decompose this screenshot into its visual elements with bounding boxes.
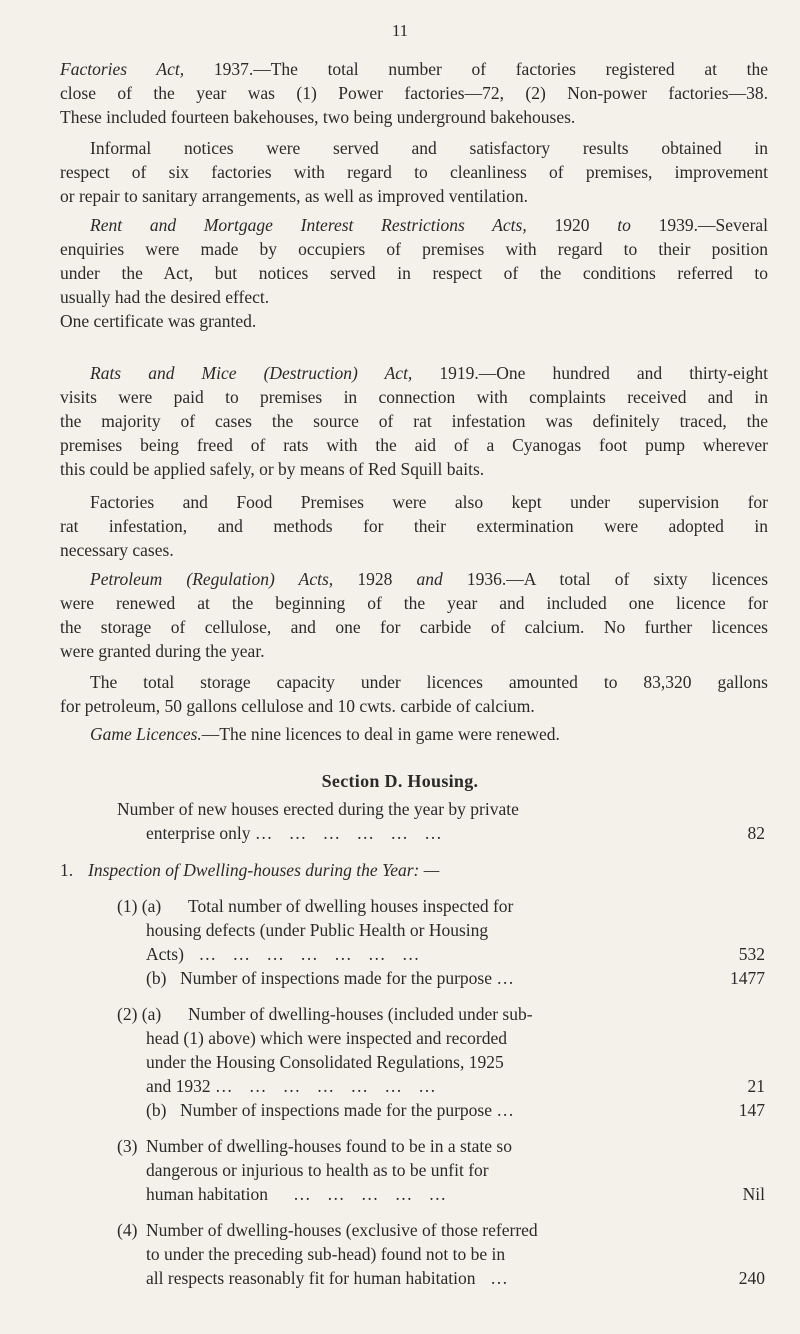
item-2a-line3: under the Housing Consolidated Regulations, 1925	[146, 1052, 504, 1072]
paragraph-line: for petroleum, 50 gallons cellulose and 10 cwts. carbide of calcium.	[60, 696, 535, 716]
item-3-line3: human habitation … … … … …	[146, 1184, 453, 1204]
item-2b-text-value: Number of inspections made for the purpose	[180, 1100, 493, 1120]
item-3-line2: dangerous or injurious to health as to be unfit for	[146, 1160, 489, 1180]
item-2b-value: 147	[738, 1100, 765, 1120]
inspection-title-text: Inspection of Dwelling-houses during the Year: —	[88, 860, 440, 880]
paragraph-line: usually had the desired effect.	[60, 287, 270, 307]
paragraph-line: —Several	[698, 215, 769, 235]
item-2a-line2: head (1) above) which were inspected and recorded	[146, 1028, 508, 1048]
item-3-line3-text: human habitation	[146, 1184, 268, 1204]
new-houses-value: 82	[747, 823, 765, 843]
paragraph-line: the storage of cellulose, and one for carbide of calcium. No further licences	[60, 617, 768, 637]
item-4-line3-text: all respects reasonably fit for human habitation	[146, 1268, 476, 1288]
new-houses-label: enterprise only	[146, 823, 251, 843]
rats-mice-paragraph	[60, 361, 768, 481]
petroleum-year-start: 1928	[357, 569, 393, 589]
certificate-line: One certificate was granted.	[60, 311, 257, 331]
section-heading: Section D. Housing.	[321, 771, 479, 791]
rent-year-start: 1920	[554, 215, 590, 235]
factories-act-year: 1937.	[213, 59, 254, 79]
food-premises-paragraph	[60, 490, 768, 562]
page-number: 11	[391, 21, 409, 40]
item-1b-text: Number of inspections made for the purpose …	[180, 968, 520, 988]
rent-act-paragraph	[60, 213, 768, 333]
paragraph-line: this could be applied safely, or by means of Red Squill baits.	[60, 459, 485, 479]
item-1a-line3: Acts) … … … … … … …	[146, 944, 426, 964]
item-4-line2: to under the preceding sub-head) found not to be in	[146, 1244, 506, 1264]
paragraph-line: enquiries were made by occupiers of premises with regard to their position	[60, 239, 768, 259]
paragraph-line: —One hundred and thirty-eight	[478, 363, 768, 383]
paragraph-line: the majority of cases the source of rat infestation was definitely traced, the	[60, 411, 768, 431]
item-1a-value: 532	[738, 944, 765, 964]
factories-act-paragraph	[60, 57, 768, 129]
paragraph-line: —The total number of factories registered at the	[253, 59, 769, 79]
item-1a-label: (1) (a)	[117, 896, 162, 916]
item-2a-line4-text: and 1932	[146, 1076, 211, 1096]
paragraph-line: rat infestation, and methods for their extermination were adopted in	[60, 516, 768, 536]
item-4-line3: all respects reasonably fit for human habitation …	[146, 1268, 514, 1288]
paragraph-line: under the Act, but notices served in respect of the conditions referred to	[60, 263, 768, 283]
rats-act-year: 1919.	[439, 363, 479, 383]
game-licences-paragraph	[60, 722, 768, 746]
paragraph-line: The total storage capacity under licences amounted to 83,320 gallons	[90, 672, 768, 692]
item-2b-label: (b)	[146, 1100, 167, 1120]
rent-year-end: 1939.	[658, 215, 699, 235]
item-3-label: (3)	[117, 1136, 138, 1156]
paragraph-line: or repair to sanitary arrangements, as well as improved ventilation.	[60, 186, 528, 206]
item-1b-value: 1477	[730, 968, 765, 988]
paragraph-line: close of the year was (1) Power factories—72, (2) Non-power factories—38.	[60, 83, 768, 103]
item-2a-line4: and 1932 … … … … … … …	[146, 1076, 442, 1096]
factories-act-title: Factories Act,	[60, 59, 185, 79]
item-3-value: Nil	[742, 1184, 765, 1204]
item-3-line1: Number of dwelling-houses found to be in a state so	[146, 1136, 512, 1156]
game-licences-title: Game Licences.	[90, 724, 202, 744]
item-2b-text: Number of inspections made for the purpose …	[180, 1100, 520, 1120]
item-1a-line3-text: Acts)	[146, 944, 184, 964]
new-houses-line2: enterprise only … … … … … …	[146, 823, 448, 843]
item-2a-value: 21	[747, 1076, 765, 1096]
item-1a-line2: housing defects (under Public Health or Housing	[146, 920, 489, 940]
item-1b-text-value: Number of inspections made for the purpose	[180, 968, 493, 988]
informal-notices-paragraph	[60, 136, 768, 208]
paragraph-line: Informal notices were served and satisfactory results obtained in	[90, 138, 768, 158]
inspection-title	[88, 858, 439, 882]
item-2a-label: (2) (a)	[117, 1004, 162, 1024]
paragraph-line: premises being freed of rats with the aid of a Cyanogas foot pump wherever	[60, 435, 768, 455]
paragraph-line: These included fourteen bakehouses, two being underground bakehouses.	[60, 107, 576, 127]
petroleum-paragraph	[60, 567, 768, 663]
paragraph-line: necessary cases.	[60, 540, 174, 560]
petroleum-and: and	[416, 569, 443, 589]
paragraph-line: —A total of sixty licences	[506, 569, 769, 589]
item-4-line1: Number of dwelling-houses (exclusive of those referred	[146, 1220, 538, 1240]
item-4-value: 240	[738, 1268, 765, 1288]
paragraph-line: were granted during the year.	[60, 641, 265, 661]
paragraph-line: respect of six factories with regard to cleanliness of premises, improvement	[60, 162, 768, 182]
item-1a-line1: Total number of dwelling houses inspected for	[188, 896, 514, 916]
rats-act-title: Rats and Mice (Destruction) Act,	[90, 363, 413, 383]
item-2a-line1: Number of dwelling-houses (included under sub-	[188, 1004, 533, 1024]
rent-act-title: Rent and Mortgage Interest Restrictions Acts,	[90, 215, 527, 235]
paragraph-line: visits were paid to premises in connection with complaints received and in	[60, 387, 768, 407]
item-4-label: (4)	[117, 1220, 138, 1240]
item-1b-label: (b)	[146, 968, 167, 988]
rent-to: to	[617, 215, 631, 235]
petroleum-act-title: Petroleum (Regulation) Acts,	[90, 569, 334, 589]
paragraph-line: were renewed at the beginning of the year and included one licence for	[60, 593, 768, 613]
inspection-title-number: 1.	[60, 860, 74, 880]
storage-paragraph	[60, 670, 768, 718]
paragraph-line: —The nine licences to deal in game were renewed.	[201, 724, 560, 744]
paragraph-line: Factories and Food Premises were also kept under supervision for	[90, 492, 768, 512]
new-houses-line1: Number of new houses erected during the year by private	[117, 799, 519, 819]
petroleum-year-end: 1936.	[466, 569, 507, 589]
